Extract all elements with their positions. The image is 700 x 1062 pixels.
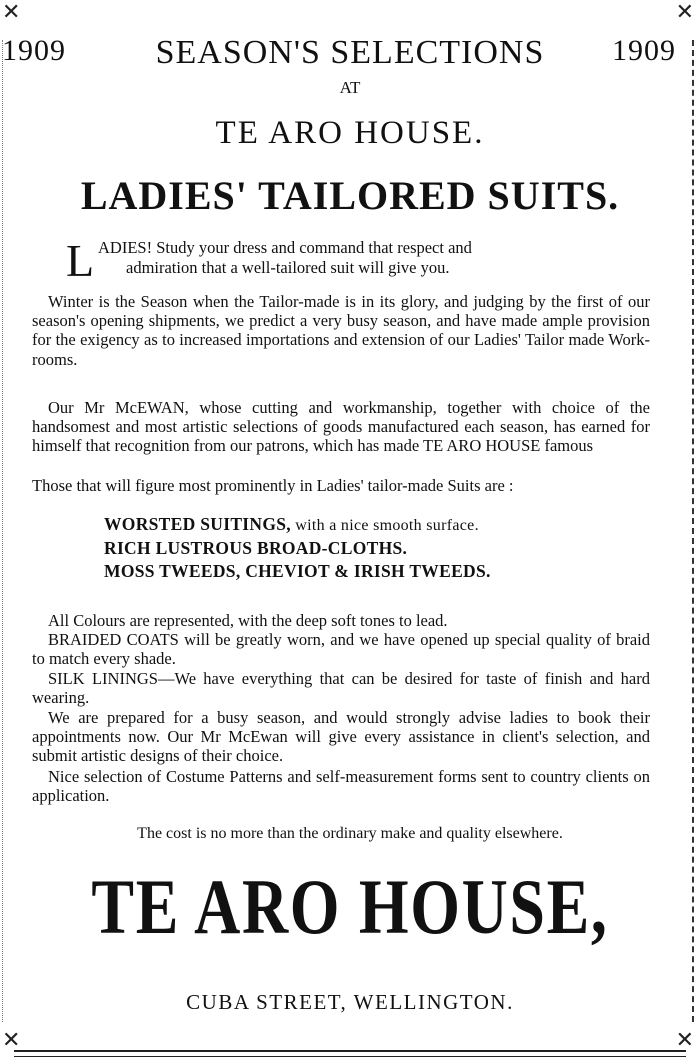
store-name-banner: TE ARO HOUSE, [91,863,609,950]
store-address: CUBA STREET, WELLINGTON. [186,990,514,1014]
year-left: 1909 [2,34,66,67]
fabric-item [104,537,604,560]
paragraph-colours: All Colours are represented, with the deep soft tones to lead. [48,611,448,630]
paragraph-braided: BRAIDED COATS will be greatly worn, and we have opened up special quality of braid to match every shade. [32,630,650,669]
intro-dropcap: L [66,235,95,286]
house-heading: TE ARO HOUSE. [215,115,485,151]
fabric-item [104,560,604,583]
paragraph-winter: Winter is the Season when the Tailor-made is in its glory, and judging by the first of our season's opening shipments, we predict a very busy season, and have made ample provision for the exigency as to increased importations and extension of our Ladies' Tailor made Work-rooms. [32,292,650,369]
intro-text [98,238,618,278]
corner-ornament-icon: ✕ [2,0,21,25]
at-line: AT [339,78,361,97]
season-title: SEASON'S SELECTIONS [155,34,545,71]
paragraph-mcewan: Our Mr McEWAN, whose cutting and workmanship, together with choice of the handsomest and most artistic selections of goods manufactured each season, has earned for himself that recognition from our patrons, which has made TE ARO HOUSE famous [32,398,650,456]
subject-heading: LADIES' TAILORED SUITS. [80,173,620,218]
intro-line-1: ADIES! Study your dress and command that respect and [98,238,472,257]
fabric-name: MOSS TWEEDS, CHEVIOT & IRISH TWEEDS. [104,561,491,581]
fabric-tail: with a nice smooth surface. [290,517,479,534]
fabric-item [104,513,604,537]
corner-ornament-icon: ✕ [675,0,694,25]
cost-line: The cost is no more than the ordinary make and quality elsewhere. [137,825,563,842]
year-right: 1909 [612,34,676,67]
season-heading [0,34,700,72]
fabric-name: RICH LUSTROUS BROAD-CLOTHS. [104,538,408,558]
paragraph-patterns: Nice selection of Costume Patterns and self-measurement forms sent to country clients on application. [32,767,650,806]
fabrics-list [104,513,604,583]
intro-line-2: admiration that a well-tailored suit will give you. [126,258,450,277]
paragraph-prepared: We are prepared for a busy season, and would strongly advise ladies to book their appointments now. Our Mr McEwan will give every assistance in client's selection, and submit artistic designs of their choice. [32,708,650,766]
corner-ornament-icon: ✕ [2,1028,21,1053]
paragraph-prominent: Those that will figure most prominently in Ladies' tailor-made Suits are : [32,476,514,495]
bottom-border-rule [14,1050,686,1057]
corner-ornament-icon: ✕ [675,1028,694,1053]
fabric-name: WORSTED SUITINGS, [104,514,291,534]
paragraph-silk: SILK LININGS—We have everything that can be desired for taste of finish and hard wearing. [32,669,650,708]
